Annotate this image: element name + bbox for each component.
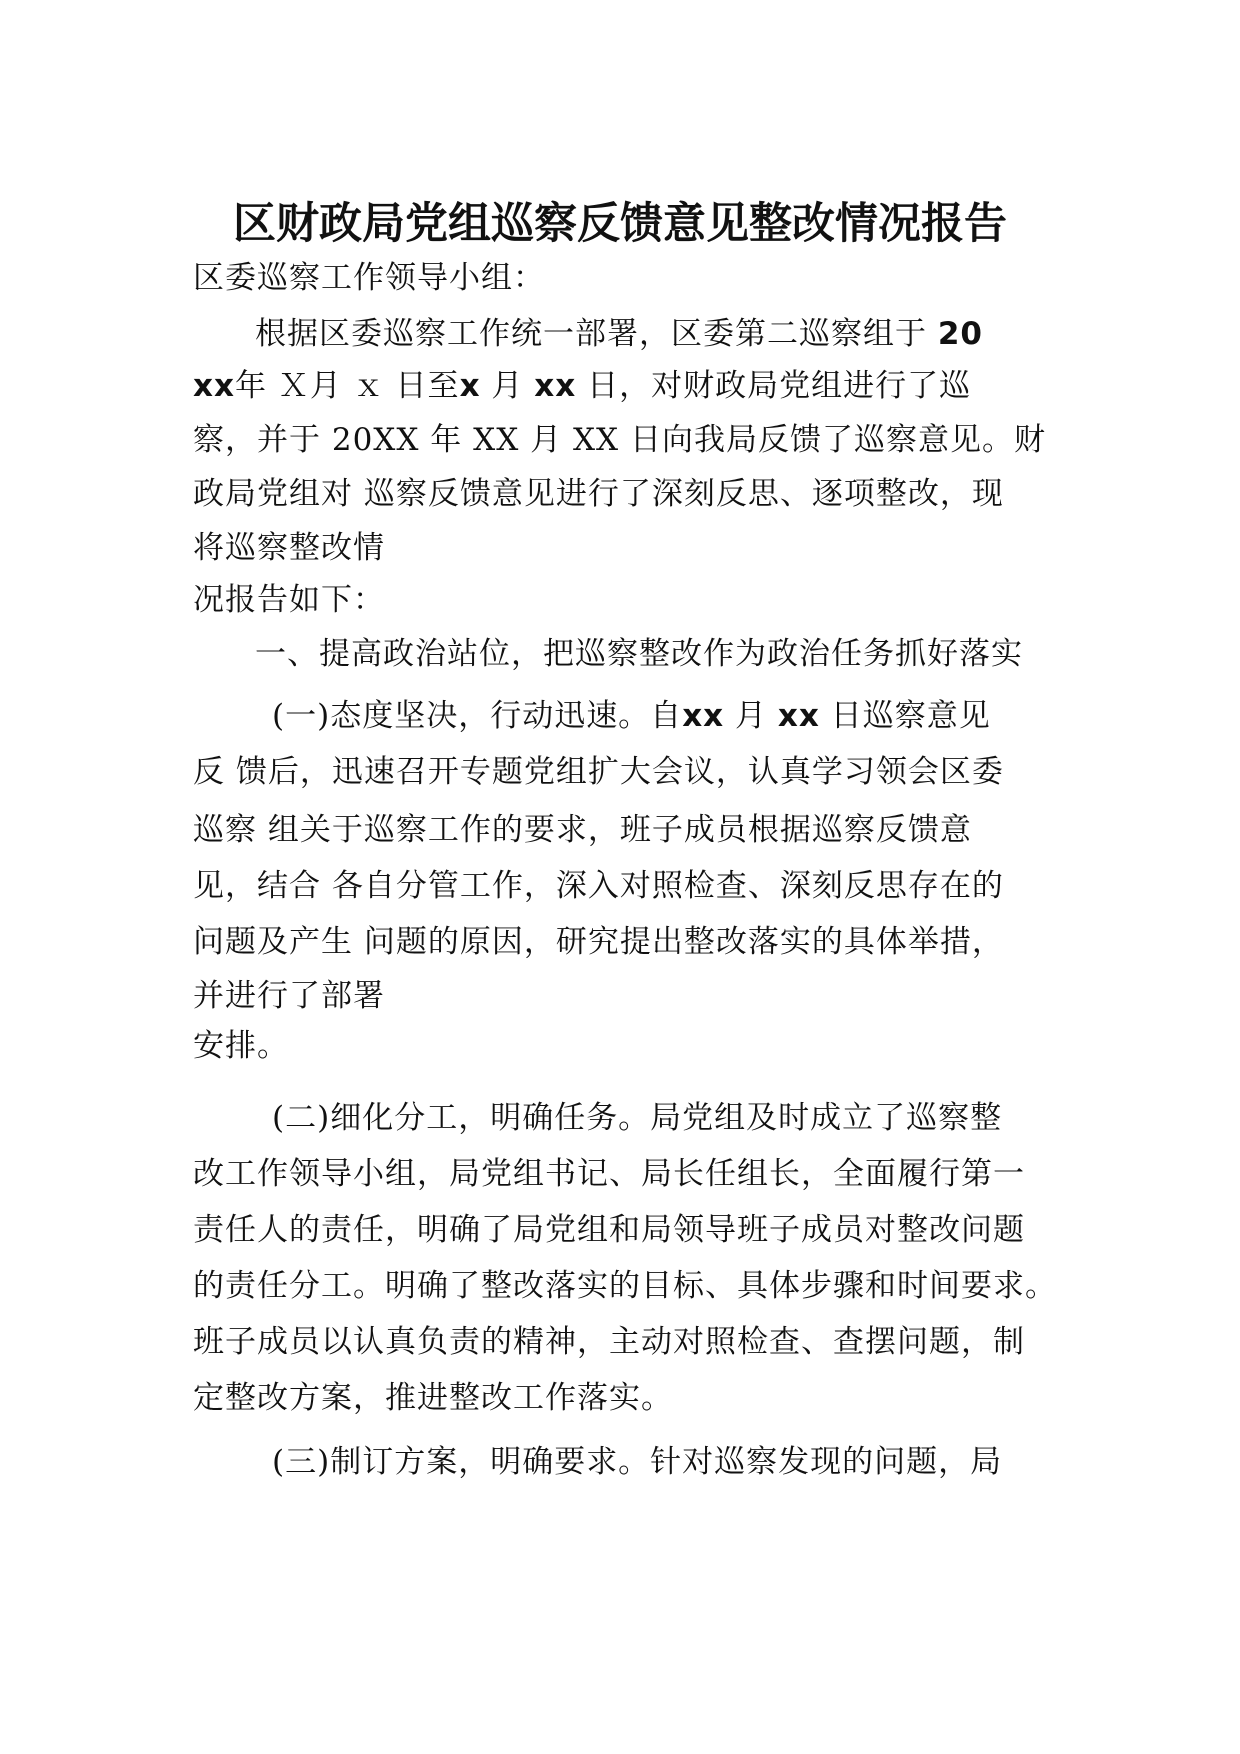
section-1-heading: 一、提高政治站位，把巡察整改作为政治任务抓好落实 bbox=[255, 636, 1023, 672]
paragraph-4-line-1: (三)制订方案，明确要求。针对巡察发现的问题，局 bbox=[272, 1444, 1003, 1480]
paragraph-3-line-4: 的责任分工。明确了整改落实的目标、具体步骤和时间要求。 bbox=[193, 1268, 1057, 1304]
paragraph-1-line-1 bbox=[255, 312, 983, 356]
paragraph-3-line-3: 责任人的责任，明确了局党组和局领导班子成员对整改问题 bbox=[193, 1212, 1025, 1248]
month-placeholder: x bbox=[459, 368, 481, 404]
day-placeholder: xx bbox=[534, 368, 577, 404]
text-run: 日巡察意见 bbox=[819, 698, 991, 734]
paragraph-2-line-2: 反 馈后，迅速召开专题党组扩大会议，认真学习领会区委 bbox=[193, 754, 1004, 790]
text-run: 日，对财政局党组进行了巡 bbox=[576, 368, 972, 404]
paragraph-2-line-5: 问题及产生 问题的原因，研究提出整改落实的具体举措， bbox=[193, 924, 1004, 960]
day-placeholder: xx bbox=[777, 698, 820, 734]
paragraph-2-line-4: 见，结合 各自分管工作，深入对照检查、深刻反思存在的 bbox=[193, 868, 1004, 904]
paragraph-1-line-6: 况报告如下： bbox=[193, 582, 385, 618]
paragraph-3-line-6: 定整改方案，推进整改工作落实。 bbox=[193, 1380, 673, 1416]
paragraph-1-line-4: 政局党组对 巡察反馈意见进行了深刻反思、逐项整改，现 bbox=[193, 476, 1004, 512]
text-run: 月 bbox=[724, 698, 778, 734]
year-prefix: 20 bbox=[937, 316, 983, 352]
paragraph-1-line-5: 将巡察整改情 bbox=[193, 530, 385, 566]
text-run: 年 Ｘ月 ｘ 日至 bbox=[235, 368, 460, 404]
month-placeholder: xx bbox=[682, 698, 725, 734]
paragraph-3-line-5: 班子成员以认真负责的精神，主动对照检查、查摆问题，制 bbox=[193, 1324, 1025, 1360]
text-run: 根据区委巡察工作统一部署，区委第二巡察组于 bbox=[255, 316, 938, 352]
paragraph-2-line-6: 并进行了部署 bbox=[193, 978, 385, 1014]
paragraph-1-line-2 bbox=[193, 364, 971, 408]
paragraph-2-line-7: 安排。 bbox=[193, 1028, 289, 1064]
year-suffix: xx bbox=[193, 368, 235, 404]
paragraph-2-line-3: 巡察 组关于巡察工作的要求，班子成员根据巡察反馈意 bbox=[193, 812, 972, 848]
paragraph-2-line-1 bbox=[272, 694, 991, 738]
paragraph-1-line-3: 察，并于 20XX 年 XX 月 XX 日向我局反馈了巡察意见。财 bbox=[193, 422, 1046, 458]
salutation: 区委巡察工作领导小组： bbox=[193, 260, 545, 296]
paragraph-3-line-1: (二)细化分工，明确任务。局党组及时成立了巡察整 bbox=[272, 1100, 1003, 1136]
text-run: (一)态度坚决，行动迅速。自 bbox=[272, 698, 683, 734]
paragraph-3-line-2: 改工作领导小组，局党组书记、局长任组长，全面履行第一 bbox=[193, 1156, 1025, 1192]
text-run: 月 bbox=[480, 368, 535, 404]
document-title: 区财政局党组巡察反馈意见整改情况报告 bbox=[233, 199, 1007, 249]
